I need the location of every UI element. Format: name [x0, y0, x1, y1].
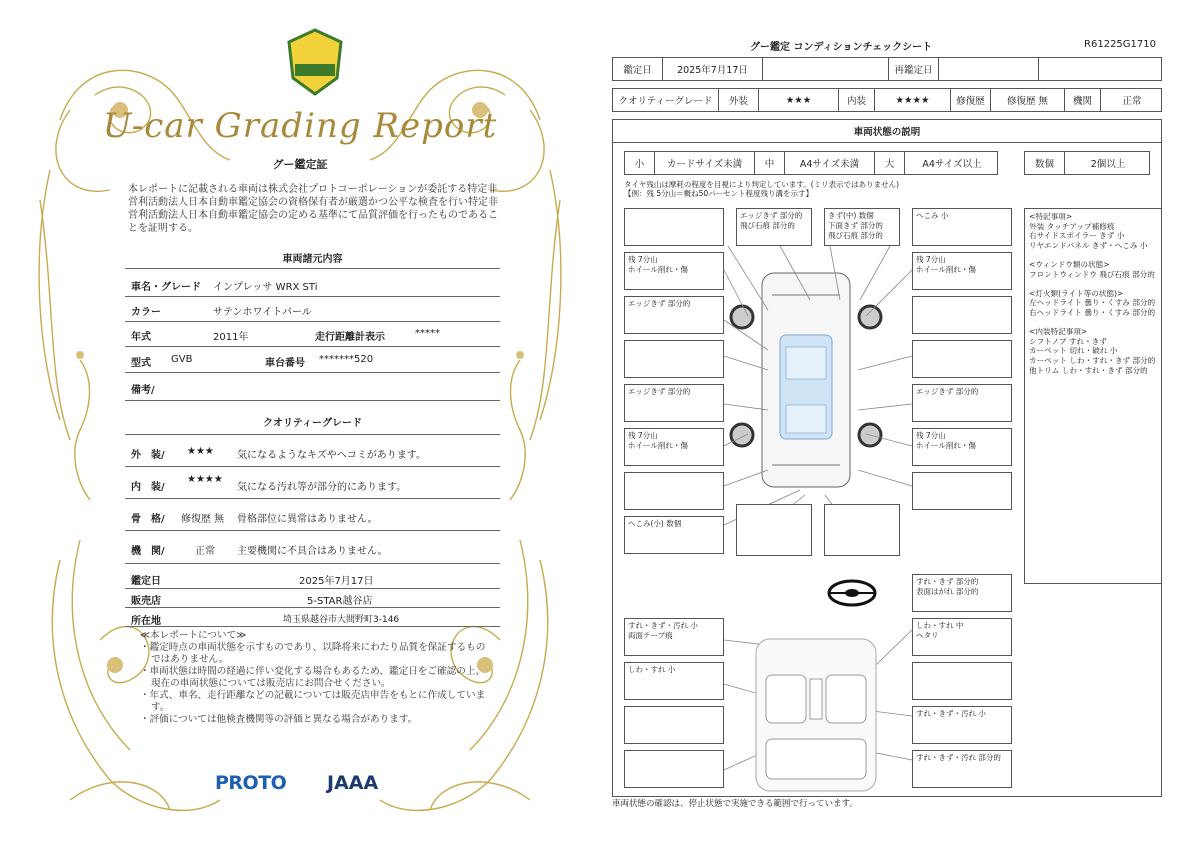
condition-box-top-right: へこみ 小: [912, 208, 1012, 246]
date-value: 2025年7月17日: [663, 58, 763, 80]
condition-title: 車両状態の説明: [612, 119, 1162, 143]
int-stars: ★★★★: [875, 89, 951, 111]
redate-label: 再鑑定日: [889, 58, 939, 80]
condition-box: [624, 472, 724, 510]
address-label: 所在地: [131, 616, 161, 627]
divider: [125, 530, 500, 531]
repair-label: 修復歴: [951, 89, 991, 111]
divider: [125, 588, 500, 589]
chassis-label: 車台番号: [265, 358, 305, 369]
condition-box-left-rear-tire: 残 7分山 ホイール削れ・傷: [624, 428, 724, 466]
certificate-heading: グー鑑定証: [272, 158, 328, 171]
date-row: [612, 57, 1162, 81]
divider: [125, 563, 500, 564]
size-small: 小: [625, 152, 655, 174]
condition-box: [912, 296, 1012, 334]
grade-label: クオリティーグレード: [613, 89, 719, 111]
year-label: 年式: [131, 332, 151, 343]
size-large: 大: [875, 152, 905, 174]
repair-value: 修復歴 無: [991, 89, 1065, 111]
condition-box-right-edge: エッジきず 部分的: [912, 384, 1012, 422]
divider: [125, 434, 500, 435]
ext-stars: ★★★: [759, 89, 839, 111]
condition-box: [624, 340, 724, 378]
condition-box: [624, 208, 724, 246]
model-value: インプレッサ WRX STi: [213, 282, 318, 293]
jaaa-logo: JAAA: [327, 772, 379, 794]
divider: [125, 498, 500, 499]
condition-box-left-edge-2: エッジきず 部分的: [624, 384, 724, 422]
condition-box: [736, 504, 812, 556]
condition-box-interior-right-1: しわ・すれ 中 ヘタリ: [912, 618, 1012, 656]
condition-box-left-front-tire: 残 7分山 ホイール削れ・傷: [624, 252, 724, 290]
condition-box-interior-left-1: すれ・きず・汚れ 小 両面テープ痕: [624, 618, 724, 656]
size-mid: 中: [755, 152, 785, 174]
frame-desc: 骨格部位に異常はありません。: [237, 514, 378, 525]
size-mid-desc: A4サイズ未満: [785, 152, 875, 174]
note-item: ・評価については他検査機関等の評価と異なる場合があります。: [140, 714, 418, 725]
condition-box-left-dent: へこみ(小) 数個: [624, 516, 724, 554]
ext-label: 外装: [719, 89, 759, 111]
frame-label: 骨 格/: [131, 514, 165, 525]
note-item: ・車両状態は時間の経過に伴い変化する場合もあるため、鑑定日をご確認の上、現在の車両状態については販売店にお問合せください。: [140, 666, 485, 689]
steering-wheel-icon: [826, 578, 878, 608]
special-notes: [1024, 208, 1162, 584]
size-large-desc: A4サイズ以上: [922, 159, 982, 170]
color-label: カラー: [131, 307, 161, 318]
tire-note: タイヤ残山は摩耗の程度を目視により判定しています。(ミリ表示ではありません): [624, 180, 900, 189]
script-title: U-car Grading Report: [102, 106, 498, 146]
condition-box-steering: すれ・きず 部分的 表面はがれ 部分的: [912, 574, 1012, 612]
spec-title: 車両諸元内容: [282, 254, 343, 265]
mileage-value: *****: [415, 328, 440, 339]
year-value: 2011年: [213, 332, 249, 343]
condition-box: [912, 662, 1012, 700]
divider: [125, 346, 500, 347]
condition-box-interior-right-3: すれ・きず・汚れ 小: [912, 706, 1012, 744]
goo-emblem-icon: [285, 28, 345, 98]
report-notes: [140, 630, 490, 726]
divider: [125, 372, 500, 373]
special-notes-general: <特記事項> 外装 タッチアップ補修痕 右サイドスポイラー きず 小 リヤエンドパネル きず・へこみ 小: [1029, 212, 1148, 250]
special-notes-windows: <ウィンドウ類の状態> フロントウィンドウ 飛び石痕 部分的: [1029, 259, 1155, 279]
condition-box: [912, 472, 1012, 510]
engine-label: 機 関/: [131, 546, 165, 557]
logos: [215, 770, 415, 800]
condition-box-interior-left-2: しわ・すれ 小: [624, 662, 724, 700]
mileage-label: 走行距離計表示: [315, 332, 385, 343]
color-value: サテンホワイトパール: [213, 307, 312, 318]
condition-box: [824, 504, 900, 556]
model-label: 車名・グレード: [131, 282, 201, 293]
divider: [125, 321, 500, 322]
redate-value: [939, 58, 1039, 80]
engine-desc: 主要機関に不具合はありません。: [237, 546, 388, 557]
condition-box-left-edge-1: エッジきず 部分的: [624, 296, 724, 334]
condition-box: [624, 750, 724, 788]
grade-row: [612, 88, 1162, 112]
address-value: 埼玉県越谷市大間野町3-146: [283, 615, 400, 625]
note-item: ・年式、車名、走行距離などの記載については販売店申告をもとに作成しています。: [140, 690, 486, 713]
condition-box: [912, 340, 1012, 378]
divider: [125, 607, 500, 608]
interior-desc: 気になる汚れ等が部分的にあります。: [237, 482, 407, 493]
divider: [125, 400, 500, 401]
divider: [125, 466, 500, 467]
shop-label: 販売店: [131, 596, 161, 607]
divider: [125, 268, 500, 269]
note-item: ・鑑定時点の車両状態を示すものであり、以降将来にわたり品質を保証するものではありません。: [140, 642, 486, 665]
count-label: 数個: [1025, 152, 1065, 174]
special-notes-interior: <内装特記事項> シフトノブ すれ・きず カーペット 切れ・破れ 小 カーペット しわ・すれ・きず 部分的 他トリム しわ・すれ・きず 部分的: [1029, 327, 1156, 375]
size-small-desc: カードサイズ未満: [655, 152, 755, 174]
engine-value: 正常: [1122, 96, 1142, 107]
engine-label: 機関: [1065, 89, 1101, 111]
date-label: 鑑定日: [131, 576, 161, 587]
shop-value: 5-STAR越谷店: [307, 596, 373, 607]
interior-diagram: [750, 635, 882, 795]
certificate-body: 本レポートに記載される車両は株式会社プロトコーポレーションが委託する特定非営利活動法人日本自動車鑑定協会の資格保有者が厳選かつ公平な検査を行い特定非営利活動法人日本自動車鑑定協会の定める基準にて品質評価を行ったものであることを証明する。: [128, 184, 498, 234]
grade-title: クオリティーグレード: [263, 418, 362, 429]
type-value: GVB: [171, 354, 193, 365]
date-value: 2025年7月17日: [299, 576, 374, 587]
count-legend: [1024, 151, 1150, 175]
sheet-title: グー鑑定 コンディションチェックシート: [750, 42, 933, 53]
engine-value: 正常: [195, 546, 215, 557]
chassis-value: *******520: [319, 354, 374, 365]
exterior-label: 外 装/: [131, 450, 165, 461]
special-notes-lights: <灯火類(ライト等の状態)> 左ヘッドライト 曇り・くすみ 部分的 右ヘッドライト 曇り・くすみ 部分的: [1029, 288, 1156, 317]
interior-label: 内 装/: [131, 482, 165, 493]
date-label: 鑑定日: [613, 58, 663, 80]
proto-logo: PROTO: [215, 772, 287, 794]
car-top-view-diagram: [724, 255, 888, 505]
type-label: 型式: [131, 358, 151, 369]
divider: [125, 296, 500, 297]
condition-box: [624, 706, 724, 744]
condition-check-sheet: [600, 0, 1200, 848]
condition-box-top-left: エッジきず 部分的 飛び石痕 部分的: [736, 208, 812, 246]
interior-stars: ★★★★: [187, 474, 223, 485]
sheet-code: R61225G1710: [1084, 39, 1156, 50]
divider: [125, 626, 500, 627]
condition-box-right-front-tire: 残 7分山 ホイール削れ・傷: [912, 252, 1012, 290]
frame-value: 修復歴 無: [181, 514, 225, 525]
notes-title: ≪本レポートについて≫: [140, 630, 247, 641]
count-value: 2個以上: [1090, 159, 1126, 170]
condition-box-interior-right-4: すれ・きず・汚れ 部分的: [912, 750, 1012, 788]
footer-note: 車両状態の確認は、停止状態で実施できる範囲で行っています。: [612, 799, 858, 809]
remarks-label: 備考/: [131, 385, 155, 396]
condition-box-top-center: きず(中) 数個 下面きず 部分的 飛び石痕 部分的: [824, 208, 900, 246]
exterior-stars: ★★★: [187, 446, 214, 457]
size-legend: [624, 151, 998, 175]
exterior-desc: 気になるようなキズやヘコミがあります。: [237, 450, 426, 461]
empty-cell: [763, 58, 889, 80]
tire-example: 【例：残 5分山＝概ね50パーセント程度残り溝を示す】: [624, 189, 814, 198]
int-label: 内装: [839, 89, 875, 111]
condition-box-right-rear-tire: 残 7分山 ホイール削れ・傷: [912, 428, 1012, 466]
empty-cell: [1039, 58, 1163, 80]
